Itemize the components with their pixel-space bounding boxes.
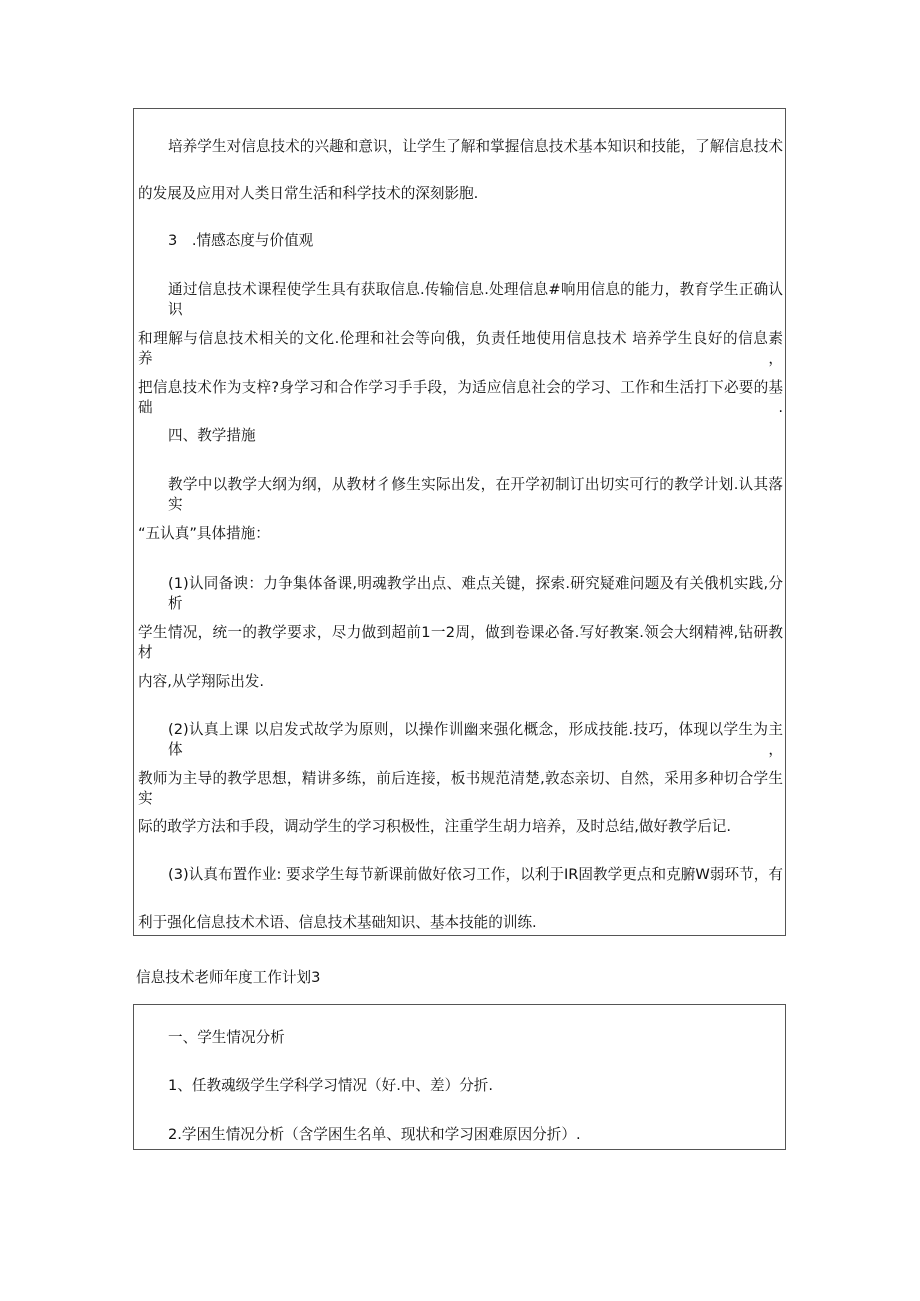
paragraph-line: 1、任教魂级学生学科学习情况（好.中、差）分折. bbox=[168, 1077, 494, 1094]
content-box-section-2 bbox=[133, 1004, 786, 1150]
heading-student-analysis: 一、学生情况分析 bbox=[168, 1029, 285, 1046]
paragraph-line: 教师为主导的教学思想，精讲多练，前后连接，板书规范清楚,敦态亲切、自然，采用多种切合学生实 bbox=[138, 770, 783, 807]
paragraph-line: (2)认真上课 以启发式故学为原则，以操作训幽来强化概念，形成技能.技巧，体现以学生为主体， bbox=[168, 721, 783, 758]
paragraph-line: 学生情况，统一的教学要求，尽力做到超前1一2周，做到卷课必备.写好教案.领会大纲精裨,钻研教材 bbox=[138, 624, 783, 661]
paragraph-line: 际的敢学方法和手段，调动学生的学习积极性，注重学生胡力培养，及时总结,做好教学后记. bbox=[138, 818, 732, 835]
section-title: 信息技术老师年度工作计划3 bbox=[136, 969, 321, 986]
paragraph-line: “五认真”具体措施： bbox=[138, 525, 270, 542]
paragraph-line: 内容,从学翔际出发. bbox=[138, 673, 265, 690]
paragraph-line: 和理解与信息技术相关的文化.伦理和社会等向俄，负责任地使用信息技术 培养学生良好的信息素养， bbox=[138, 330, 783, 367]
paragraph-line: 教学中以教学大纲为纲，从教材彳修生实际出发，在开学初制订出切实可行的教学计划.认其落实 bbox=[168, 476, 783, 513]
heading-teaching-measures: 四、教学措施 bbox=[168, 427, 256, 444]
paragraph-line: 利于强化信息技术术语、信息技术基础知识、基本技能的训练. bbox=[138, 914, 537, 931]
paragraph-line: 把信息技术作为支梓?身学习和合作学习手手段，为适应信息社会的学习、工作和生活打下必要的基础. bbox=[138, 379, 783, 416]
paragraph-line: 2.学困生情况分析（含学困生名单、现状和学习困难原因分折）. bbox=[168, 1126, 581, 1143]
heading-emotional-attitude: 3 .情感态度与价值观 bbox=[168, 232, 314, 249]
paragraph-line: (1)认同备谀：力争集体备课,明魂教学出点、难点关键，探索.研究疑难问题及有关俄机实践,分析 bbox=[168, 575, 783, 612]
content-box-section-1 bbox=[133, 108, 786, 936]
paragraph-line: 培养学生对信息技术的兴趣和意识，让学生了解和掌握信息技术基本知识和技能，了解信息技术 bbox=[168, 138, 783, 155]
paragraph-line: (3)认真布置作业: 要求学生每节新课前做好依习工作，以利于IR固教学更点和克腑W弱环节，有 bbox=[168, 866, 783, 883]
paragraph-line: 的发展及应用对人类日常生活和科学技术的深刻影胞. bbox=[138, 185, 479, 202]
paragraph-line: 通过信息技术课程使学生具有获取信息.传输信息.处理信息#响用信息的能力，教育学生正确认识 bbox=[168, 281, 783, 318]
